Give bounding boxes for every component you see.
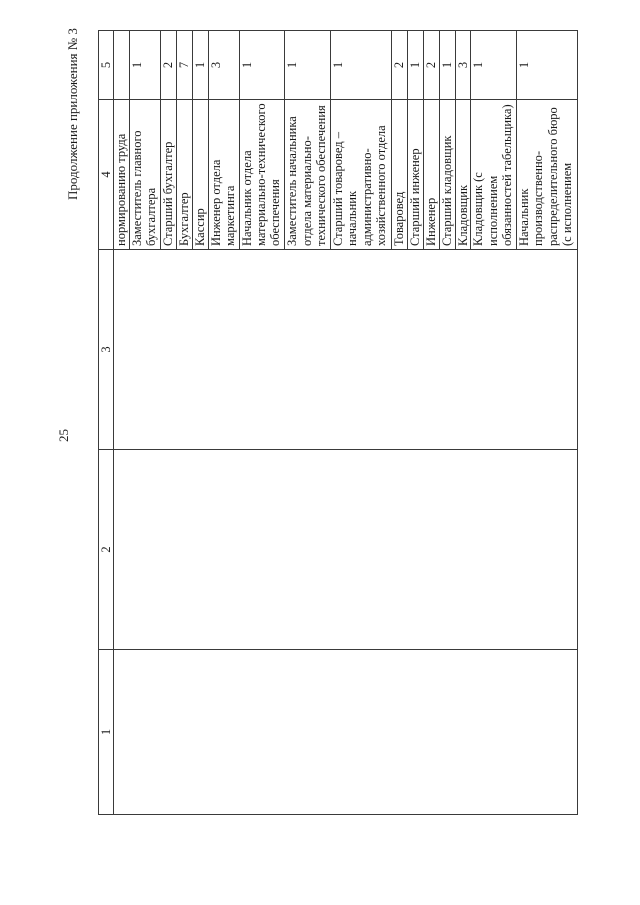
- count-cell: 1: [331, 31, 392, 100]
- count-cell: 1: [471, 31, 517, 100]
- col1-cell: [114, 650, 578, 815]
- position-cell: нормированию труда: [114, 100, 130, 250]
- position-cell: Бухгалтер: [176, 100, 192, 250]
- count-cell: 1: [285, 31, 331, 100]
- count-cell: 3: [455, 31, 471, 100]
- count-cell: 1: [517, 31, 578, 100]
- position-cell: Кассир: [192, 100, 208, 250]
- col-header-2: 2: [99, 450, 114, 650]
- position-cell: Старший товаровед – начальник административно-хозяйственного отдела: [331, 100, 392, 250]
- position-cell: Товаровед: [391, 100, 407, 250]
- count-cell: 2: [160, 31, 176, 100]
- position-cell: Старший бухгалтер: [160, 100, 176, 250]
- page-number: 25: [56, 429, 71, 442]
- staff-table: [98, 30, 578, 815]
- col-header-5: 5: [99, 31, 114, 100]
- position-cell: Инженер: [423, 100, 439, 250]
- count-cell: 1: [439, 31, 455, 100]
- position-cell: Кладовщик: [455, 100, 471, 250]
- col-header-4: 4: [99, 100, 114, 250]
- table-row: [114, 31, 130, 815]
- position-cell: Заместитель начальника отдела материально-технического обеспечения: [285, 100, 331, 250]
- count-cell: [114, 31, 130, 100]
- position-cell: Начальник отдела материально-технического обеспечения: [239, 100, 285, 250]
- position-cell: Старший инженер: [407, 100, 423, 250]
- position-cell: Старший кладовщик: [439, 100, 455, 250]
- position-cell: Кладовщик (с исполнением обязанностей табельщика): [471, 100, 517, 250]
- col2-cell: [114, 450, 578, 650]
- position-cell: Заместитель главного бухгалтера: [130, 100, 161, 250]
- position-cell: Инженер отдела маркетинга: [208, 100, 239, 250]
- header-row: [99, 31, 114, 815]
- count-cell: 3: [208, 31, 239, 100]
- position-cell: Начальник производственно-распределительного бюро (с исполнением: [517, 100, 578, 250]
- count-cell: 2: [423, 31, 439, 100]
- count-cell: 1: [192, 31, 208, 100]
- col-header-1: 1: [99, 650, 114, 815]
- count-cell: 1: [239, 31, 285, 100]
- col-header-3: 3: [99, 250, 114, 450]
- count-cell: 1: [130, 31, 161, 100]
- count-cell: 2: [391, 31, 407, 100]
- header-note: Продолжение приложения № 3: [65, 28, 80, 200]
- col3-cell: [114, 250, 578, 450]
- count-cell: 7: [176, 31, 192, 100]
- count-cell: 1: [407, 31, 423, 100]
